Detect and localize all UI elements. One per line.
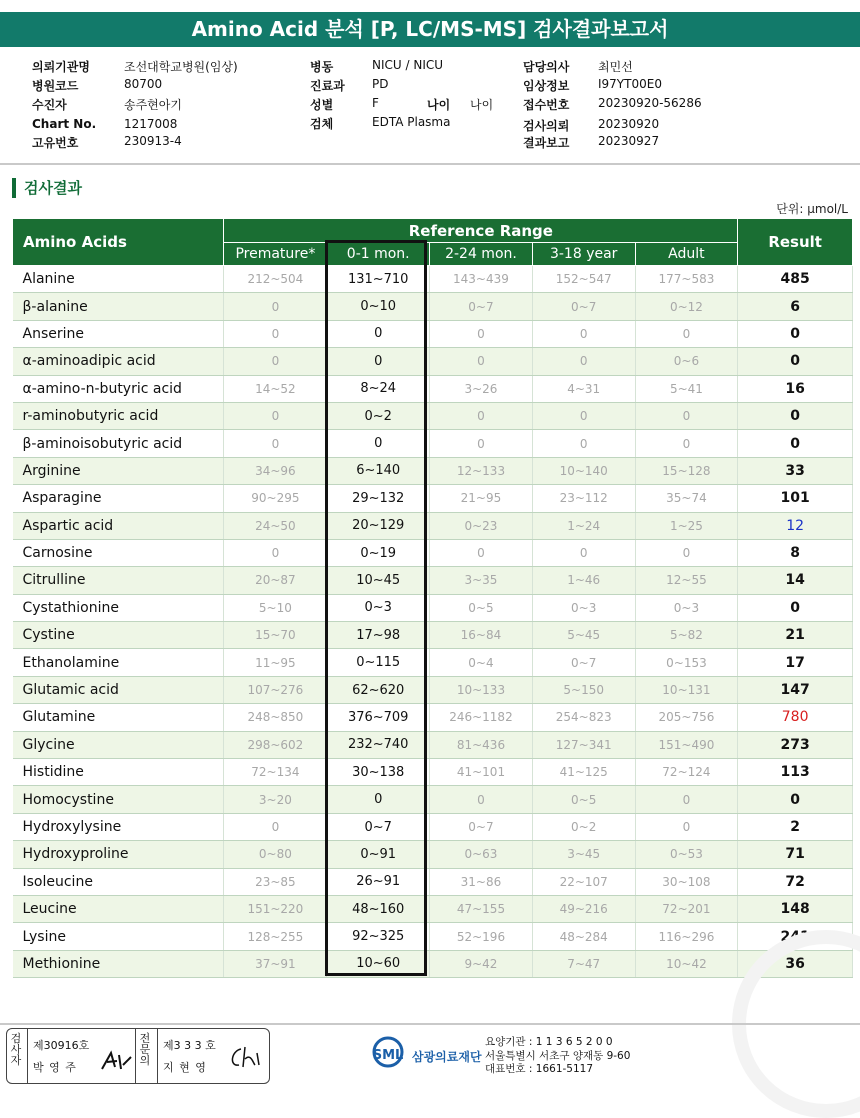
table-row	[13, 457, 853, 484]
result-value: 113	[738, 759, 853, 786]
result-value: 12	[738, 512, 853, 539]
result-value: 0	[738, 320, 853, 347]
header-2-24-mon: 2-24 mon.	[430, 243, 533, 266]
reference-range-cell: 10~131	[635, 676, 738, 703]
tester-license: 제30916호	[33, 1039, 90, 1052]
reference-range-cell: 0~7	[532, 293, 635, 320]
reference-range-cell: 0	[430, 430, 533, 457]
reference-range-cell: 92~325	[327, 923, 430, 950]
reference-range-cell: 0~12	[635, 293, 738, 320]
label-chart-no: Chart No.	[32, 117, 97, 131]
label-age: 나이	[427, 98, 451, 112]
reference-range-cell: 151~220	[224, 895, 327, 922]
reference-range-cell: 41~125	[532, 759, 635, 786]
result-value: 241	[738, 923, 853, 950]
reference-range-cell: 0~5	[532, 786, 635, 813]
reference-range-cell: 0	[327, 786, 430, 813]
table-row	[13, 348, 853, 375]
reference-range-cell: 4~31	[532, 375, 635, 402]
reference-range-cell: 0	[532, 539, 635, 566]
reference-range-cell: 26~91	[327, 868, 430, 895]
table-row	[13, 567, 853, 594]
value-receipt-no: 20230920-56286	[598, 96, 702, 110]
result-value: 485	[738, 266, 853, 293]
reference-range-cell: 212~504	[224, 266, 327, 293]
amino-acid-name: β-alanine	[13, 293, 224, 320]
value-unique-no: 230913-4	[124, 134, 182, 148]
result-value: 0	[738, 786, 853, 813]
unit-label: 단위: µmol/L	[776, 202, 848, 216]
reference-range-cell: 107~276	[224, 676, 327, 703]
table-row	[13, 813, 853, 840]
reference-range-cell: 37~91	[224, 950, 327, 977]
reference-range-cell: 62~620	[327, 676, 430, 703]
value-hospital-code: 80700	[124, 77, 163, 91]
result-value: 2	[738, 813, 853, 840]
reference-range-cell: 10~140	[532, 457, 635, 484]
result-value: 14	[738, 567, 853, 594]
reference-range-cell: 0	[635, 786, 738, 813]
result-value: 101	[738, 485, 853, 512]
table-row	[13, 622, 853, 649]
amino-acid-name: Leucine	[13, 895, 224, 922]
reference-range-cell: 5~41	[635, 375, 738, 402]
table-row	[13, 731, 853, 758]
amino-acid-name: Cystine	[13, 622, 224, 649]
amino-acid-name: Aspartic acid	[13, 512, 224, 539]
reference-range-cell: 20~87	[224, 567, 327, 594]
reference-range-cell: 0	[327, 320, 430, 347]
reference-range-cell: 41~101	[430, 759, 533, 786]
reference-range-cell: 0	[224, 813, 327, 840]
label-receipt-no: 접수번호	[523, 98, 570, 112]
table-row	[13, 485, 853, 512]
reference-range-cell: 22~107	[532, 868, 635, 895]
contact-info	[485, 1036, 630, 1077]
reference-range-cell: 10~45	[327, 567, 430, 594]
reference-range-cell: 72~124	[635, 759, 738, 786]
reference-range-cell: 1~24	[532, 512, 635, 539]
amino-acid-name: β-aminoisobutyric acid	[13, 430, 224, 457]
header-premature: Premature*	[224, 243, 327, 266]
reference-range-cell: 29~132	[327, 485, 430, 512]
reference-range-cell: 1~46	[532, 567, 635, 594]
reference-range-cell: 5~150	[532, 676, 635, 703]
reference-range-cell: 31~86	[430, 868, 533, 895]
address: 서울특별시 서초구 양재동 9-60	[485, 1049, 631, 1062]
reference-range-cell: 0~7	[430, 293, 533, 320]
tester-name: 박 영 주	[33, 1061, 77, 1074]
reference-range-cell: 205~756	[635, 704, 738, 731]
signature-box	[6, 1028, 270, 1084]
reference-range-cell: 12~55	[635, 567, 738, 594]
reference-range-cell: 15~128	[635, 457, 738, 484]
reference-range-cell: 0	[635, 813, 738, 840]
amino-acid-name: α-amino-n-butyric acid	[13, 375, 224, 402]
divider	[0, 163, 860, 165]
reference-range-cell: 0	[224, 293, 327, 320]
amino-acid-name: Isoleucine	[13, 868, 224, 895]
table-row	[13, 868, 853, 895]
amino-acid-name: Glycine	[13, 731, 224, 758]
value-doctor: 최민선	[598, 60, 633, 74]
table-row	[13, 512, 853, 539]
value-specimen: EDTA Plasma	[372, 115, 451, 129]
reference-range-cell: 0	[224, 430, 327, 457]
table-row	[13, 594, 853, 621]
reference-range-cell: 10~42	[635, 950, 738, 977]
reference-range-cell: 0	[635, 539, 738, 566]
tester-signature-icon	[99, 1047, 135, 1075]
header-amino-acids: Amino Acids	[13, 219, 224, 266]
reference-range-cell: 0	[532, 348, 635, 375]
reference-range-cell: 0~3	[635, 594, 738, 621]
reference-range-cell: 11~95	[224, 649, 327, 676]
table-row	[13, 649, 853, 676]
amino-acid-name: Histidine	[13, 759, 224, 786]
label-sex: 성별	[310, 98, 334, 112]
result-value: 148	[738, 895, 853, 922]
amino-acid-name: Homocystine	[13, 786, 224, 813]
logo-mark: SML	[372, 1048, 404, 1063]
reference-range-cell: 246~1182	[430, 704, 533, 731]
reference-range-cell: 152~547	[532, 266, 635, 293]
reference-range-cell: 248~850	[224, 704, 327, 731]
reference-range-cell: 0~2	[327, 402, 430, 429]
result-value: 0	[738, 594, 853, 621]
label-request-date: 검사의뢰	[523, 119, 570, 133]
amino-acid-name: Hydroxyproline	[13, 841, 224, 868]
reference-range-cell: 6~140	[327, 457, 430, 484]
reference-range-cell: 0	[532, 402, 635, 429]
table-row	[13, 539, 853, 566]
value-department: PD	[372, 77, 389, 91]
table-row	[13, 786, 853, 813]
reference-range-cell: 0	[635, 430, 738, 457]
reference-range-cell: 3~45	[532, 841, 635, 868]
reference-range-cell: 128~255	[224, 923, 327, 950]
reference-range-cell: 17~98	[327, 622, 430, 649]
reference-range-cell: 0~53	[635, 841, 738, 868]
amino-acid-name: r-aminobutyric acid	[13, 402, 224, 429]
reference-range-cell: 0~7	[327, 813, 430, 840]
result-value: 16	[738, 375, 853, 402]
reference-range-cell: 0~80	[224, 841, 327, 868]
amino-acid-name: Citrulline	[13, 567, 224, 594]
reference-range-cell: 15~70	[224, 622, 327, 649]
reference-range-cell: 23~85	[224, 868, 327, 895]
reference-range-cell: 131~710	[327, 266, 430, 293]
reference-range-cell: 0~19	[327, 539, 430, 566]
reference-range-cell: 298~602	[224, 731, 327, 758]
reference-range-cell: 24~50	[224, 512, 327, 539]
result-value: 780	[738, 704, 853, 731]
reference-range-cell: 232~740	[327, 731, 430, 758]
reference-range-cell: 0	[327, 348, 430, 375]
table-row	[13, 704, 853, 731]
value-clinical-info: I97YT00E0	[598, 77, 662, 91]
table-row	[13, 402, 853, 429]
amino-acid-name: Cystathionine	[13, 594, 224, 621]
specialist-signature-icon	[227, 1043, 263, 1073]
reference-range-cell: 177~583	[635, 266, 738, 293]
value-institution: 조선대학교병원(임상)	[124, 60, 238, 74]
value-age: 나이	[470, 98, 494, 112]
reference-range-cell: 0~5	[430, 594, 533, 621]
label-specimen: 검체	[310, 117, 334, 131]
result-value: 8	[738, 539, 853, 566]
reference-range-cell: 0~10	[327, 293, 430, 320]
reference-range-cell: 5~45	[532, 622, 635, 649]
reference-range-cell: 0~7	[430, 813, 533, 840]
amino-acid-name: Hydroxylysine	[13, 813, 224, 840]
reference-range-cell: 0~23	[430, 512, 533, 539]
amino-acid-name: Asparagine	[13, 485, 224, 512]
result-value: 0	[738, 348, 853, 375]
reference-range-cell: 20~129	[327, 512, 430, 539]
table-row	[13, 266, 853, 293]
table-row	[13, 841, 853, 868]
reference-range-cell: 0	[224, 348, 327, 375]
reference-range-cell: 0~115	[327, 649, 430, 676]
reference-range-cell: 0	[430, 786, 533, 813]
result-value: 17	[738, 649, 853, 676]
reference-range-cell: 0	[430, 402, 533, 429]
reference-range-cell: 0~2	[532, 813, 635, 840]
section-title: 검사결과	[12, 178, 82, 198]
reference-range-cell: 0~6	[635, 348, 738, 375]
amino-acid-name: Glutamic acid	[13, 676, 224, 703]
reference-range-cell: 9~42	[430, 950, 533, 977]
result-value: 71	[738, 841, 853, 868]
amino-acid-name: Methionine	[13, 950, 224, 977]
reference-range-cell: 10~60	[327, 950, 430, 977]
institution-code: 요양기관 : 1 1 3 6 5 2 0 0	[485, 1036, 613, 1048]
reference-range-cell: 0~7	[532, 649, 635, 676]
footer-divider	[0, 1023, 860, 1025]
result-value: 33	[738, 457, 853, 484]
reference-range-cell: 47~155	[430, 895, 533, 922]
reference-range-cell: 0	[224, 539, 327, 566]
reference-range-cell: 52~196	[430, 923, 533, 950]
reference-range-cell: 0	[430, 320, 533, 347]
reference-range-cell: 0~63	[430, 841, 533, 868]
header-reference-range: Reference Range	[224, 219, 738, 243]
reference-range-cell: 10~133	[430, 676, 533, 703]
result-value: 6	[738, 293, 853, 320]
reference-range-cell: 0~4	[430, 649, 533, 676]
phone: 대표번호 : 1661-5117	[485, 1063, 594, 1075]
value-report-date: 20230927	[598, 134, 660, 148]
tester-label: 검사자	[10, 1032, 22, 1067]
reference-range-cell: 35~74	[635, 485, 738, 512]
reference-range-cell: 376~709	[327, 704, 430, 731]
reference-range-cell: 1~25	[635, 512, 738, 539]
value-sex: F	[372, 96, 379, 110]
table-row	[13, 923, 853, 950]
value-request-date: 20230920	[598, 117, 660, 131]
label-hospital-code: 병원코드	[32, 79, 79, 93]
reference-range-cell: 0	[635, 402, 738, 429]
reference-range-cell: 0	[327, 430, 430, 457]
reference-range-cell: 0	[532, 430, 635, 457]
table-row	[13, 676, 853, 703]
table-row	[13, 950, 853, 977]
amino-acid-name: Alanine	[13, 266, 224, 293]
reference-range-cell: 127~341	[532, 731, 635, 758]
label-institution: 의뢰기관명	[32, 60, 90, 74]
amino-acid-name: α-aminoadipic acid	[13, 348, 224, 375]
reference-range-cell: 21~95	[430, 485, 533, 512]
header-0-1-mon: 0-1 mon.	[327, 243, 430, 266]
header-adult: Adult	[635, 243, 738, 266]
result-value: 21	[738, 622, 853, 649]
reference-range-cell: 7~47	[532, 950, 635, 977]
value-patient: 송주현아기	[124, 98, 182, 112]
amino-acid-name: Lysine	[13, 923, 224, 950]
table-row	[13, 895, 853, 922]
reference-range-cell: 30~138	[327, 759, 430, 786]
reference-range-cell: 0	[430, 539, 533, 566]
label-patient: 수진자	[32, 98, 67, 112]
reference-range-cell: 0~3	[532, 594, 635, 621]
reference-range-cell: 254~823	[532, 704, 635, 731]
reference-range-cell: 48~284	[532, 923, 635, 950]
reference-range-cell: 143~439	[430, 266, 533, 293]
label-doctor: 담당의사	[523, 60, 570, 74]
reference-range-cell: 48~160	[327, 895, 430, 922]
label-ward: 병동	[310, 60, 334, 74]
reference-range-cell: 72~134	[224, 759, 327, 786]
amino-acid-name: Carnosine	[13, 539, 224, 566]
reference-range-cell: 0	[224, 320, 327, 347]
reference-range-cell: 12~133	[430, 457, 533, 484]
table-row	[13, 320, 853, 347]
result-value: 273	[738, 731, 853, 758]
reference-range-cell: 14~52	[224, 375, 327, 402]
specialist-license: 제3 3 3 호	[163, 1039, 216, 1052]
reference-range-cell: 8~24	[327, 375, 430, 402]
label-unique-no: 고유번호	[32, 136, 79, 150]
reference-range-cell: 0	[430, 348, 533, 375]
reference-range-cell: 3~20	[224, 786, 327, 813]
reference-range-cell: 116~296	[635, 923, 738, 950]
amino-acid-name: Arginine	[13, 457, 224, 484]
result-value: 0	[738, 430, 853, 457]
reference-range-cell: 23~112	[532, 485, 635, 512]
amino-acid-name: Ethanolamine	[13, 649, 224, 676]
amino-acid-name: Anserine	[13, 320, 224, 347]
reference-range-cell: 0~3	[327, 594, 430, 621]
header-result: Result	[738, 219, 853, 266]
result-value: 147	[738, 676, 853, 703]
reference-range-cell: 16~84	[430, 622, 533, 649]
reference-range-cell: 0	[635, 320, 738, 347]
reference-range-cell: 72~201	[635, 895, 738, 922]
reference-range-cell: 0~91	[327, 841, 430, 868]
reference-range-cell: 34~96	[224, 457, 327, 484]
report-title: Amino Acid 분석 [P, LC/MS-MS] 검사결과보고서	[0, 12, 860, 47]
table-row	[13, 293, 853, 320]
reference-range-cell: 3~26	[430, 375, 533, 402]
label-department: 진료과	[310, 79, 345, 93]
results-table	[12, 218, 853, 978]
reference-range-cell: 90~295	[224, 485, 327, 512]
sml-logo-icon	[366, 1034, 410, 1074]
reference-range-cell: 81~436	[430, 731, 533, 758]
reference-range-cell: 151~490	[635, 731, 738, 758]
table-row	[13, 759, 853, 786]
label-clinical-info: 임상정보	[523, 79, 570, 93]
reference-range-cell: 5~10	[224, 594, 327, 621]
specialist-name: 지 현 영	[163, 1061, 207, 1074]
specialist-label: 전문의	[139, 1032, 151, 1067]
reference-range-cell: 0	[224, 402, 327, 429]
result-value: 72	[738, 868, 853, 895]
header-3-18-year: 3-18 year	[532, 243, 635, 266]
value-chart-no: 1217008	[124, 117, 178, 131]
result-value: 36	[738, 950, 853, 977]
reference-range-cell: 30~108	[635, 868, 738, 895]
reference-range-cell: 0~153	[635, 649, 738, 676]
reference-range-cell: 49~216	[532, 895, 635, 922]
value-ward: NICU / NICU	[372, 58, 444, 72]
result-value: 0	[738, 402, 853, 429]
label-report-date: 결과보고	[523, 136, 570, 150]
reference-range-cell: 3~35	[430, 567, 533, 594]
reference-range-cell: 5~82	[635, 622, 738, 649]
table-row	[13, 375, 853, 402]
organization-name: 삼광의료재단	[412, 1050, 482, 1064]
table-row	[13, 430, 853, 457]
reference-range-cell: 0	[532, 320, 635, 347]
amino-acid-name: Glutamine	[13, 704, 224, 731]
